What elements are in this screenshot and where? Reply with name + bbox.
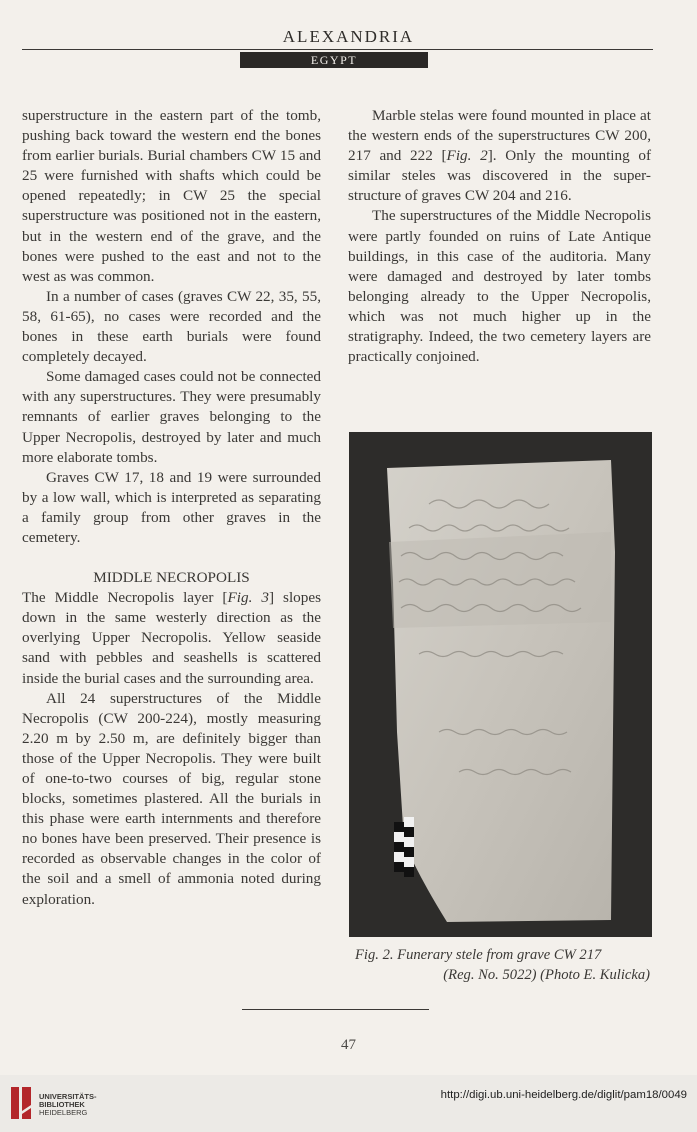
text-run: ]. Only the mounting of similar steles was discovered in the super-structure of graves CW 204 and 216. xyxy=(348,147,652,205)
stele-photograph xyxy=(349,432,652,937)
footer-rule xyxy=(242,1009,429,1010)
stele-image xyxy=(349,432,652,937)
paragraph: superstructure in the eastern part of the tomb, pushing back toward the western end the bones from earlier burials. Burial chambers CW 15 and 25 were furnished with shafts which could be opened repeatedly; in CW 25 the special superstructure was positioned not in the eastern, but in the western end of the grave, and the bones were pushed to the east and not to the west as was common. xyxy=(22,107,321,285)
paragraph: The superstructures of the Middle Necropolis were partly founded on ruins of Late Antique buildings, in this case of the auditoria. Many were damaged and destroyed by later tombs belonging already to the Upper Necropolis, which was not much higher up in the stratigraphy. Indeed, the two cemetery layers are practically conjoined. xyxy=(348,207,651,366)
library-footer-bar xyxy=(0,1075,697,1132)
right-column xyxy=(348,106,651,367)
figure-caption xyxy=(349,945,652,985)
paragraph: Graves CW 17, 18 and 19 were surrounded by a low wall, which is interpreted as separating a family group from other graves in the cemetery. xyxy=(22,468,321,546)
stele-stone xyxy=(387,460,615,922)
running-title: ALEXANDRIA xyxy=(282,27,415,46)
library-name xyxy=(39,1093,97,1117)
library-name-line: UNIVERSITÄTS- xyxy=(39,1092,97,1101)
paragraph: In a number of cases (graves CW 22, 35, 55, 58, 61-65), no cases were recorded and the bones in these earth burials were found completely decayed. xyxy=(22,287,321,366)
figure-reference: Fig. 3 xyxy=(227,589,269,607)
left-column xyxy=(22,106,321,910)
library-name-line: HEIDELBERG xyxy=(39,1108,88,1117)
digital-object-url-link[interactable]: http://digi.ub.uni-heidelberg.de/diglit/pam18/0049 xyxy=(440,1089,687,1101)
paragraph xyxy=(22,588,321,688)
caption-line: Fig. 2. Funerary stele from grave CW 217 xyxy=(355,947,602,963)
scale-bar xyxy=(394,817,414,877)
paragraph xyxy=(348,106,651,206)
library-name-line: BIBLIOTHEK xyxy=(39,1100,85,1109)
paragraph: All 24 superstructures of the Middle Necropolis (CW 200-224), mostly measuring 2.20 m by 2.50 m, are definitely bigger than those of the Upper Necropolis. They were built of one-to-two courses of big, regular stone blocks, sometimes plastered. All the burials in this phase were earth internments and therefore no bones have been preserved. Their presence is recorded as observable changes in the color of the soil and a smell of ammonia noted during exploration. xyxy=(22,689,321,908)
section-heading: MIDDLE NECROPOLIS xyxy=(93,569,250,587)
header-rule xyxy=(22,49,653,50)
text-run: The Middle Necropolis layer [ xyxy=(22,589,228,607)
paragraph: Some damaged cases could not be connected with any superstructures. They were presumably remnants of earlier graves belonging to the Upper Necropolis, destroyed by later and much more elaborate tombs. xyxy=(22,368,321,466)
university-library-logo-icon xyxy=(8,1085,34,1121)
page-number: 47 xyxy=(341,1037,356,1053)
caption-line: (Reg. No. 5022) (Photo E. Kulicka) xyxy=(443,967,650,983)
section-tab: EGYPT xyxy=(240,52,428,68)
text-run: ] slopes down in the same westerly direction as the overlying Upper Necropolis. Yellow seaside sand with pebbles and seashells is scattered inside the burial cases and the surrounding area. xyxy=(22,589,322,687)
text-run: Marble stelas were found mounted in place at the western ends of the superstructures CW 200, 217 and 222 [ xyxy=(348,107,651,165)
figure-reference: Fig. 2 xyxy=(446,147,488,165)
